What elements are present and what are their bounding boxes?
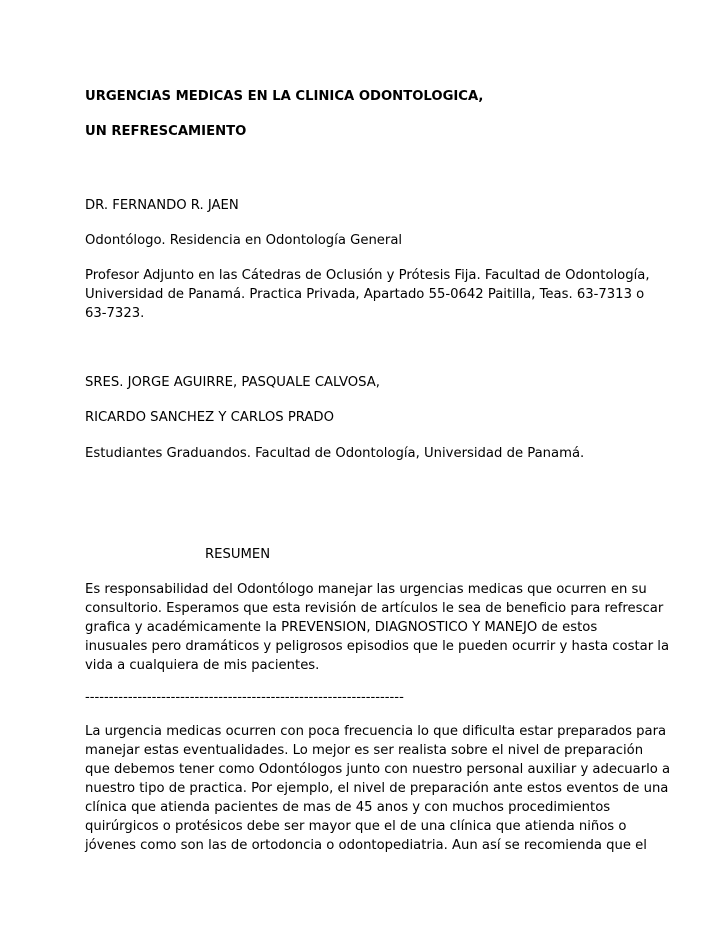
coauthors-line-2: RICARDO SANCHEZ Y CARLOS PRADO	[85, 410, 334, 425]
abstract-line: consultorio. Esperamos que esta revisión de artículos le sea de beneficio para refrescar	[85, 601, 664, 616]
author-affiliation	[85, 266, 650, 323]
author-affiliation-line: 63-7323.	[85, 306, 145, 321]
body-line: jóvenes como son las de ortodoncia o odontopediatria. Aun así se recomienda que el	[85, 838, 647, 853]
body-line: La urgencia medicas ocurren con poca frecuencia lo que dificulta estar preparados para	[85, 724, 667, 739]
body-line: nuestro tipo de practica. Por ejemplo, el nivel de preparación ante estos eventos de una	[85, 781, 669, 796]
abstract-line: inusuales pero dramáticos y peligrosos episodios que le pueden ocurrir y hasta costar la	[85, 639, 670, 654]
abstract-heading: RESUMEN	[205, 547, 271, 562]
abstract-line: vida a cualquiera de mis pacientes.	[85, 658, 320, 673]
author-name: DR. FERNANDO R. JAEN	[85, 198, 239, 213]
body-line: clínica que atienda pacientes de mas de 45 anos y con muchos procedimientos	[85, 800, 611, 815]
separator: -------------------------------------------------------------------	[85, 690, 404, 705]
abstract-line: grafica y académicamente la PREVENSION, DIAGNOSTICO Y MANEJO de estos	[85, 620, 598, 635]
abstract-line: Es responsabilidad del Odontólogo manejar las urgencias medicas que ocurren en su	[85, 582, 647, 597]
body-line: que debemos tener como Odontólogos junto con nuestro personal auxiliar y adecuarlo a	[85, 762, 671, 777]
coauthors-line-1: SRES. JORGE AGUIRRE, PASQUALE CALVOSA,	[85, 375, 380, 390]
abstract-paragraph	[85, 580, 670, 675]
body-line: manejar estas eventualidades. Lo mejor es ser realista sobre el nivel de preparación	[85, 743, 644, 758]
body-line: quirúrgicos o protésicos debe ser mayor que el de una clínica que atienda niños o	[85, 819, 627, 834]
coauthors-affiliation: Estudiantes Graduandos. Facultad de Odontología, Universidad de Panamá.	[85, 446, 585, 461]
title-line-1: URGENCIAS MEDICAS EN LA CLINICA ODONTOLOGICA,	[85, 89, 484, 104]
author-affiliation-line: Profesor Adjunto en las Cátedras de Oclusión y Prótesis Fija. Facultad de Odontología,	[85, 268, 650, 283]
author-title: Odontólogo. Residencia en Odontología General	[85, 233, 403, 248]
author-affiliation-line: Universidad de Panamá. Practica Privada, Apartado 55-0642 Paitilla, Teas. 63-7313 o	[85, 287, 645, 302]
body-paragraph	[85, 722, 671, 855]
title-line-2: UN REFRESCAMIENTO	[85, 124, 247, 139]
